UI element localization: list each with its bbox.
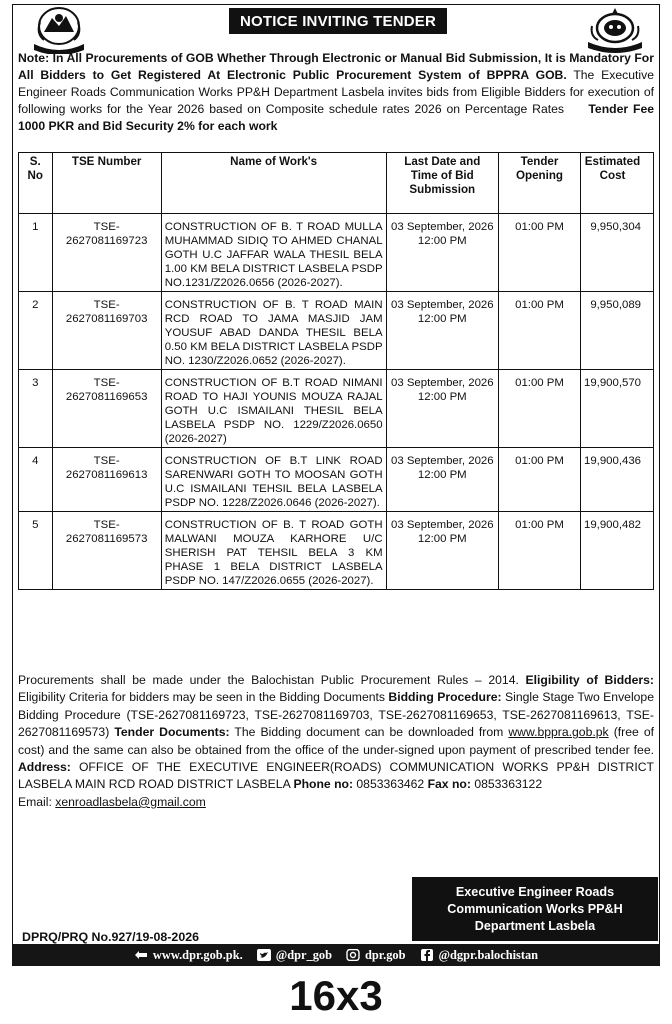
address-text: OFFICE OF THE EXECUTIVE ENGINEER(ROADS) COMMUNICATION WORKS PP&H DISTRICT LASBELA MAIN RCD ROAD DISTRICT LASBELA	[18, 760, 654, 792]
row-opening: 01:00 PM	[499, 370, 581, 448]
balochistan-emblem-logo	[26, 4, 92, 54]
row-opening: 01:00 PM	[499, 512, 581, 590]
row-date: 03 September, 2026	[390, 455, 494, 467]
eligibility-label: Eligibility of Bidders:	[525, 673, 654, 687]
documents-label: Tender Documents:	[114, 725, 230, 740]
row-time: 12:00 PM	[417, 235, 467, 247]
footer-bar	[12, 944, 660, 966]
row-cost: 19,900,482	[580, 512, 653, 590]
email-label: Email:	[18, 794, 52, 809]
row-sno: 1	[19, 214, 53, 292]
header-name: Name of Work's	[161, 153, 386, 214]
tender-table	[18, 152, 654, 590]
facebook-icon	[420, 949, 434, 961]
row-cost: 19,900,436	[580, 448, 653, 512]
documents-text-2: (free of cost) and the same can also be obtained from the office of the under-signed upon payment of prescribed tender fee.	[18, 725, 654, 757]
fee-line: Tender Fee 1000 PKR and Bid Security 2% for each work	[18, 102, 654, 133]
email-link[interactable]: xenroadlasbela@gmail.com	[55, 794, 206, 809]
footer-website-text: www.dpr.gob.pk.	[152, 947, 243, 962]
row-tse: TSE-2627081169653	[52, 370, 161, 448]
row-cost: 9,950,089	[580, 292, 653, 370]
phone-label: Phone no:	[293, 777, 354, 792]
instagram-icon	[346, 949, 360, 961]
table-row	[19, 370, 654, 448]
row-work-name: CONSTRUCTION OF B.T LINK ROAD SARENWARI GOTH TO MOOSAN GOTH U.C ISMAILANI TEHSIL BELA LASBELA PSDP NO. 1228/Z2026.0646 (2026-2027).	[161, 448, 386, 512]
row-date: 03 September, 2026	[390, 299, 494, 311]
row-date-cell	[386, 292, 498, 370]
table-row	[19, 292, 654, 370]
row-tse: TSE-2627081169723	[52, 214, 161, 292]
row-sno: 2	[19, 292, 53, 370]
row-time: 12:00 PM	[417, 313, 467, 325]
globe-icon	[134, 949, 148, 961]
header-sno: S. No	[19, 153, 53, 214]
phone-number: 0853363462	[356, 777, 425, 792]
footer-facebook-text: @dgpr.balochistan	[438, 947, 539, 962]
procedure-label: Bidding Procedure:	[388, 690, 502, 705]
eligibility-text: Eligibility Criteria for bidders may be seen in the Bidding Documents	[18, 690, 385, 705]
procedure-text: Single Stage Two Envelope Bidding Procedure (TSE-2627081169723, TSE-2627081169703, TSE-2627081169653, TSE-2627081169613, TSE- 2627081169573)	[18, 690, 654, 740]
table-row	[19, 214, 654, 292]
row-date-cell	[386, 214, 498, 292]
documents-text: The Bidding document can be downloaded from	[229, 725, 509, 740]
footer-website[interactable]	[134, 948, 243, 963]
bppra-website-link[interactable]: www.bppra.gob.pk	[508, 725, 609, 740]
row-sno: 3	[19, 370, 53, 448]
row-time: 12:00 PM	[417, 469, 467, 481]
rules-procurement-text: Procurements shall be made under the Balochistan Public Procurement Rules – 2014.	[18, 673, 519, 687]
row-work-name: CONSTRUCTION OF B. T ROAD MAIN RCD ROAD TO JAMA MASJID JAM YOUSUF ABAD DANDA THESIL BELA 0.50 KM BELA DISTRICT LASBELA PSDP NO. 1230/Z2026.0652 (2026-2027).	[161, 292, 386, 370]
notice-title: NOTICE INVITING TENDER	[229, 8, 447, 34]
fax-label: Fax no:	[427, 777, 471, 792]
row-cost: 19,900,570	[580, 370, 653, 448]
signature-line-3: Department Lasbela	[474, 918, 596, 933]
row-opening: 01:00 PM	[499, 214, 581, 292]
row-cost: 9,950,304	[580, 214, 653, 292]
rules-paragraph	[18, 672, 654, 811]
row-date-cell	[386, 370, 498, 448]
department-crest-logo	[582, 4, 648, 54]
intro-paragraph	[18, 50, 654, 135]
row-work-name: CONSTRUCTION OF B. T ROAD GOTH MALWANI MOUZA KARHORE U/C SHERISH PAT TEHSIL BELA 3 KM PHASE 1 BELA DISTRICT LASBELA PSDP NO. 147/Z2026.0655 (2026-2027).	[161, 512, 386, 590]
ad-size-label: 16x3	[289, 972, 383, 1019]
row-opening: 01:00 PM	[499, 448, 581, 512]
intro-text: The Executive Engineer Roads Communication Works PP&H Department Lasbela invites bids from Eligible Bidders for execution of following works for the Year 2026 based on Composite schedule rates 2026 on Percentage Rates	[18, 68, 654, 116]
row-date-cell	[386, 448, 498, 512]
signature-block	[412, 877, 658, 941]
row-date: 03 September, 2026	[390, 221, 494, 233]
header-date: Last Date and Time of Bid Submission	[386, 153, 498, 214]
signature-line-1: Executive Engineer Roads	[455, 884, 615, 899]
row-work-name: CONSTRUCTION OF B.T ROAD NIMANI ROAD TO HAJI YOUNIS MOUZA RAJAL GOTH U.C ISMAILANI THESIL BELA LASBELA PSDP NO. 1229/Z2026.0650 (2026-2027)	[161, 370, 386, 448]
row-time: 12:00 PM	[417, 391, 467, 403]
footer-twitter-text: @dpr_gob	[275, 947, 332, 962]
table-row	[19, 512, 654, 590]
row-tse: TSE-2627081169613	[52, 448, 161, 512]
twitter-icon	[257, 949, 271, 961]
header-tse: TSE Number	[52, 153, 161, 214]
footer-facebook[interactable]	[420, 948, 539, 963]
row-tse: TSE-2627081169703	[52, 292, 161, 370]
row-date: 03 September, 2026	[390, 377, 494, 389]
row-date-cell	[386, 512, 498, 590]
signature-line-2: Communication Works PP&H	[447, 901, 623, 916]
row-opening: 01:00 PM	[499, 292, 581, 370]
row-time: 12:00 PM	[417, 533, 467, 545]
row-sno: 4	[19, 448, 53, 512]
table-header-row	[19, 153, 654, 214]
row-work-name: CONSTRUCTION OF B. T ROAD MULLA MUHAMMAD SIDIQ TO AHMED CHANAL GOTH U.C JAFFAR WALA THESIL BELA 1.00 KM BELA DISTRICT LASBELA PSDP NO.1231/Z2026.0656 (2026-2027).	[161, 214, 386, 292]
reference-number: DPRQ/PRQ No.927/19-08-2026	[22, 930, 199, 944]
header-cost: Estimated Cost	[580, 153, 653, 214]
intro-bold-note: Note: In All Procurements of GOB Whether Through Electronic or Manual Bid Submission, It is Mandatory For All Bidders to Get Registered At Electronic Public Procurement System of BPPRA GOB.	[18, 51, 654, 82]
table-row	[19, 448, 654, 512]
row-sno: 5	[19, 512, 53, 590]
fax-number: 0853363122	[474, 777, 543, 792]
row-tse: TSE-2627081169573	[52, 512, 161, 590]
footer-instagram[interactable]	[346, 948, 406, 963]
address-label: Address:	[18, 760, 71, 775]
row-date: 03 September, 2026	[390, 519, 494, 531]
footer-instagram-text: dpr.gob	[364, 947, 406, 962]
footer-twitter[interactable]	[257, 948, 332, 963]
header-opening: Tender Opening	[499, 153, 581, 214]
